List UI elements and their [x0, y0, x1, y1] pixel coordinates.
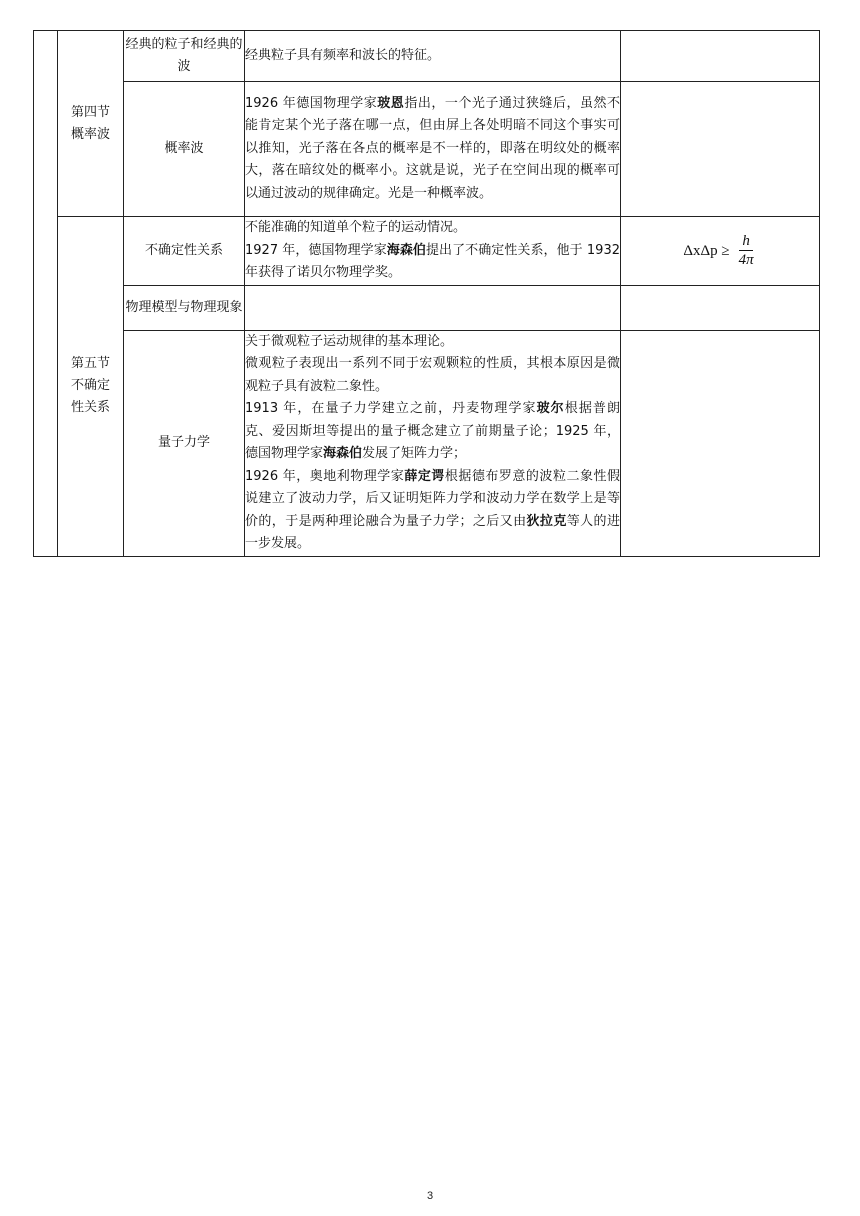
content-paragraph: 经典粒子具有频率和波长的特征。	[245, 47, 441, 63]
formula-denominator: 4π	[738, 252, 754, 269]
formula-numerator: h	[739, 232, 753, 251]
text-run: 提出了不确定性关系，他于 1932 年获得了诺贝尔物理学奖。	[245, 242, 620, 280]
physicist-name: 玻尔	[536, 401, 565, 416]
topic-quantum-mechanics: 量子力学	[124, 330, 245, 556]
topic-physical-model: 物理模型与物理现象	[124, 285, 245, 330]
physicist-name: 狄拉克	[526, 513, 567, 529]
text-run: 1913 年，在量子力学建立之前，丹麦物理学家	[245, 401, 537, 416]
physicist-name: 玻恩	[377, 95, 405, 111]
text-run: 指出，一个光子通过狭缝后，虽然不能肯定某个光子落在哪一点，但由屏上各处明暗不同这个事实可以推知，光子落在各点的概率是不一样的，即落在明纹处的概率大，落在暗纹处的概率小。这就是说，光子在空间出现的概率可以通过波动的规律确定。光是一种概率波。	[245, 95, 620, 201]
topic-classical-particle-wave: 经典的粒子和经典的波	[124, 31, 245, 82]
physicist-name: 薛定谔	[404, 468, 445, 484]
table-row	[34, 82, 820, 217]
content-classical-particle-wave	[245, 31, 621, 82]
formula-cell-empty	[621, 285, 820, 330]
formula-cell-empty	[621, 330, 820, 556]
table-row	[34, 217, 820, 286]
topic-probability-wave: 概率波	[124, 82, 245, 217]
physicist-name: 海森伯	[386, 242, 426, 258]
page-number: 3	[426, 1190, 434, 1202]
content-paragraph	[245, 240, 620, 285]
content-paragraph: 微观粒子表现出一系列不同于宏观颗粒的性质，其根本原因是微观粒子具有波粒二象性。	[245, 356, 620, 394]
physicist-name: 海森伯	[323, 446, 363, 461]
notes-table	[33, 30, 820, 557]
section-title-line: 第五节	[70, 356, 110, 372]
section-title-4	[58, 31, 124, 217]
formula-cell-empty	[621, 31, 820, 82]
table-row	[34, 31, 820, 82]
content-paragraph	[245, 398, 620, 466]
section-title-line: 不确定	[70, 378, 110, 394]
text-run: 发展了矩阵力学；	[362, 446, 467, 461]
section-title-5	[58, 217, 124, 557]
section-title-line: 性关系	[70, 400, 110, 416]
content-quantum-mechanics	[245, 330, 621, 556]
text-run: 1927 年，德国物理学家	[245, 242, 387, 258]
chapter-margin-cell	[34, 31, 58, 557]
table-row	[34, 330, 820, 556]
formula-cell-empty	[621, 82, 820, 217]
content-paragraph	[245, 93, 620, 206]
content-paragraph	[245, 466, 620, 556]
uncertainty-formula-cell	[621, 217, 820, 286]
content-uncertainty-relation	[245, 217, 621, 286]
formula-fraction	[736, 232, 757, 269]
section-title-line: 第四节	[70, 104, 110, 120]
text-run: 根据德布罗意的波粒二象性假说建立了波动力学，后又证明矩阵力学和波动力学在数学上是等价的，于是两种理论融合为量子力学；之后又由	[245, 468, 620, 529]
text-run: 根据普朗克、爱因斯坦等提出的量子概念建立了前期量子论；1925 年，德国物理学家	[245, 401, 620, 461]
uncertainty-formula	[683, 232, 756, 269]
table-row	[34, 285, 820, 330]
text-run: 1926 年德国物理学家	[245, 95, 378, 111]
content-physical-model	[245, 285, 621, 330]
formula-lhs: ΔxΔp ≥	[683, 242, 730, 259]
section-title-line: 概率波	[70, 126, 110, 142]
topic-uncertainty-relation: 不确定性关系	[124, 217, 245, 286]
text-run: 1926 年，奥地利物理学家	[245, 468, 405, 484]
content-probability-wave	[245, 82, 621, 217]
text-run: 等人的进一步发展。	[245, 513, 620, 551]
content-paragraph: 关于微观粒子运动规律的基本理论。	[245, 333, 454, 349]
content-paragraph: 不能准确的知道单个粒子的运动情况。	[245, 220, 467, 235]
